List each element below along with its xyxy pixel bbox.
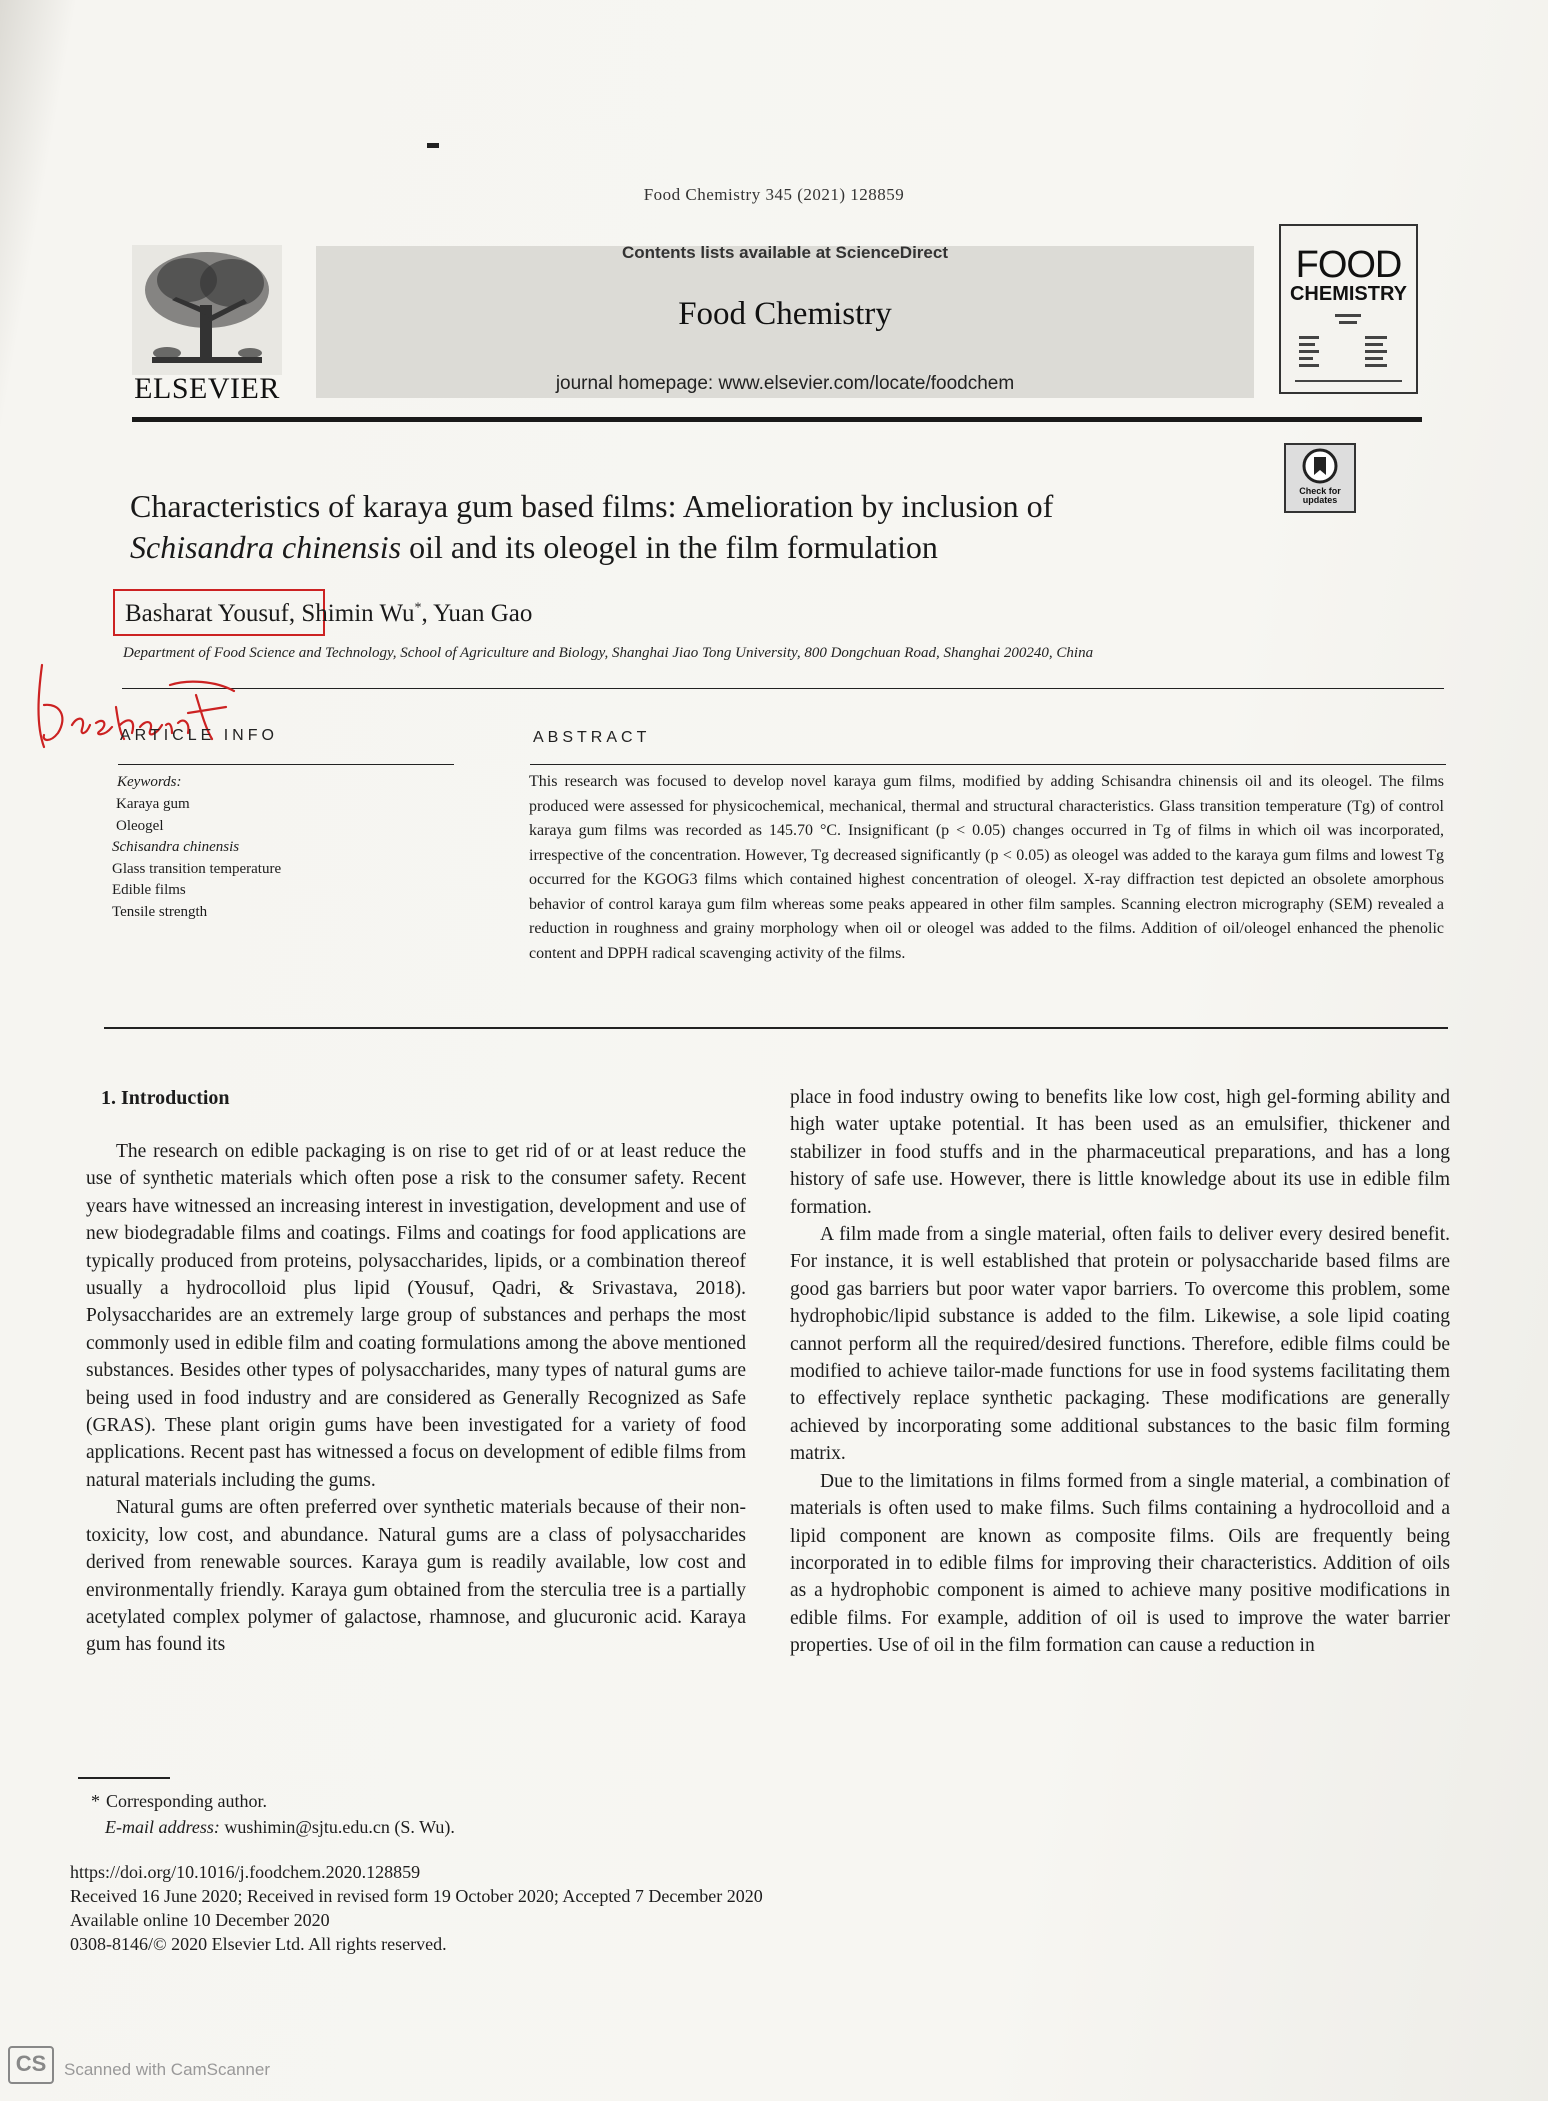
body-column-left [86, 1138, 746, 1659]
keyword: Glass transition temperature [112, 860, 282, 877]
journal-homepage: journal homepage: www.elsevier.com/locate/foodchem [555, 373, 1015, 394]
body-column-right [790, 1084, 1450, 1660]
body-paragraph: A film made from a single material, often fails to deliver every desired benefit. For instance, it is well established that protein or polysaccharide based films are good gas barriers but poor water vapor barriers. To overcome this problem, some hydrophobic/lipid substance is added to the film. Likewise, a sole lipid coating cannot perform all the required/desired functions. Therefore, edible films could be modified to achieve tailor-made functions for use in food systems facilitating them to effectively replace synthetic packaging. These modifications are generally achieved by incorporating some additional substances to the basic film forming matrix. [790, 1224, 1450, 1465]
header-rule [132, 417, 1422, 422]
keywords-label: Keywords: [117, 774, 182, 790]
publication-info [70, 1860, 763, 1956]
bookmark-icon [1302, 448, 1338, 484]
journal-citation: Food Chemistry 345 (2021) 128859 [643, 185, 905, 204]
keyword: Oleogel [116, 817, 164, 834]
author-name[interactable]: , Shimin Wu [288, 600, 415, 627]
keyword: Schisandra chinensis [112, 839, 240, 855]
author-name[interactable]: , Yuan Gao [421, 600, 533, 627]
corresponding-mark[interactable]: * [414, 600, 422, 616]
title-line-2-rest: oil and its oleogel in the film formulation [401, 529, 938, 565]
corresponding-label: Corresponding author. [106, 1791, 267, 1811]
section-heading: 1. Introduction [101, 1087, 230, 1109]
title-line-2 [130, 527, 1240, 568]
check-for-updates-label: Check for updates [1299, 486, 1341, 505]
author-list [125, 600, 532, 628]
abstract-rule [530, 764, 1446, 765]
keywords-list [112, 794, 281, 923]
publisher-name: ELSEVIER [134, 372, 280, 405]
body-paragraph: place in food industry owing to benefits like low cost, high gel-forming ability and high water uptake potential. It has been used as an emulsifier, thickener and stabilizer in food stuffs and in the pharmaceutical preparations, and has a long history of safe use. However, there is little knowledge about its use in edible film formation. [790, 1087, 1450, 1218]
cover-title-chemistry: CHEMISTRY [1289, 283, 1408, 305]
received-dates: Received 16 June 2020; Received in revised form 19 October 2020; Accepted 7 December 2020 [70, 1886, 763, 1906]
author-name[interactable]: Basharat Yousuf [125, 600, 289, 627]
contents-line: Contents lists available at ScienceDirect [622, 243, 948, 262]
email-address[interactable]: wushimin@sjtu.edu.cn (S. Wu). [219, 1817, 455, 1837]
affiliation-rule [122, 688, 1444, 689]
journal-name: Food Chemistry [678, 296, 892, 332]
cover-title-food: FOOD [1295, 244, 1402, 286]
abstract-label: ABSTRACT [533, 729, 651, 746]
abstract-text: This research was focused to develop novel karaya gum films, modified by adding Schisandra chinensis oil and its oleogel. The films produced were assessed for physicochemical, mechanical, thermal and structural characteristics. Glass transition temperature (Tg) of control karaya gum films was recorded as 145.70 °C. Insignificant (p < 0.05) changes occurred in Tg of films in which oil was incorporated, irrespective of the concentration. However, Tg decreased significantly (p < 0.05) as oleogel was added to the karaya gum films and lowest Tg occurred for the KGOG3 films which contained highest concentration of oleogel. X-ray diffraction test depicted an obsolete amorphous behavior of control karaya gum film whereas some peaks appeared in other film samples. Scanning electron micrography (SEM) revealed a reduction in roughness and grainy morphology when oil or oleogel was added to the films. Addition of oil/oleogel enhanced the phenolic content and DPPH radical scavenging activity of the films. [529, 773, 1444, 962]
affiliation: Department of Food Science and Technology, School of Agriculture and Biology, Shanghai Jiao Tong University, 800 Dongchuan Road, Shanghai 200240, China [123, 645, 1094, 661]
doi-link[interactable]: https://doi.org/10.1016/j.foodchem.2020.128859 [70, 1862, 421, 1882]
elsevier-tree-logo [132, 245, 282, 375]
camscanner-watermark: Scanned with CamScanner [64, 2060, 271, 2079]
keyword: Tensile strength [112, 903, 208, 920]
corresponding-author-note [91, 1788, 455, 1814]
email-label: E-mail address: [105, 1817, 220, 1837]
article-info-label: ARTICLE INFO [120, 727, 278, 744]
keyword: Karaya gum [116, 796, 190, 812]
abstract-bottom-rule [104, 1027, 1448, 1029]
footnote [91, 1788, 455, 1840]
available-online: Available online 10 December 2020 [70, 1910, 330, 1930]
email-line [105, 1814, 455, 1840]
footnote-marker: * [91, 1791, 100, 1811]
copyright: 0308-8146/© 2020 Elsevier Ltd. All rights reserved. [70, 1934, 447, 1954]
camscanner-logo: CS [8, 2046, 54, 2084]
body-paragraph: The research on edible packaging is on rise to get rid of or at least reduce the use of synthetic materials which often pose a risk to the consumer safety. Recent years have witnessed an increasing interest in investigation, development and use of new biodegradable films and coatings. Films and coatings for food applications are typically produced from proteins, polysaccharides, lipids, or a combination thereof usually a hydrocolloid plus lipid (Yousuf, Qadri, & Srivastava, 2018). Polysaccharides are an extremely large group of substances and perhaps the most commonly used in edible film and coating formulations among the above mentioned substances. Besides other types of polysaccharides, many types of natural gums are being used in food industry and are considered as Generally Recognized as Safe (GRAS). These plant origin gums have been investigated for a variety of food applications. Recent past has witnessed a focus on development of edible films from natural materials including the gums. [86, 1141, 746, 1491]
keyword: Edible films [112, 882, 186, 898]
body-paragraph: Natural gums are often preferred over synthetic materials because of their non-toxicity, low cost, and abundance. Natural gums are a class of polysaccharides derived from renewable sources. Karaya gum is readily available, low cost and environmentally friendly. Karaya gum obtained from the sterculia tree is a partially acetylated complex polymer of galactose, rhamnose, and glucuronic acid. Karaya gum has found its [86, 1497, 746, 1656]
body-paragraph: Due to the limitations in films formed from a single material, a combination of materials is often used to make films. Such films containing a hydrocolloid and a lipid component are known as composite films. Oils are frequently being incorporated in to edible films for improving their characteristics. Addition of oils as a hydrophobic component is aimed to achieve many positive modifications in edible films. For example, addition of oil is used to improve the water barrier properties. Use of oil in the film formation can cause a reduction in [790, 1470, 1450, 1657]
cover-graphic-icon [1285, 312, 1412, 390]
article-info-rule [118, 764, 454, 765]
footnote-rule [78, 1777, 170, 1779]
scan-speck [427, 143, 439, 148]
title-line-1: Characteristics of karaya gum based films: Amelioration by inclusion of [130, 488, 1054, 524]
article-title [130, 486, 1240, 568]
title-species: Schisandra chinensis [130, 529, 402, 565]
